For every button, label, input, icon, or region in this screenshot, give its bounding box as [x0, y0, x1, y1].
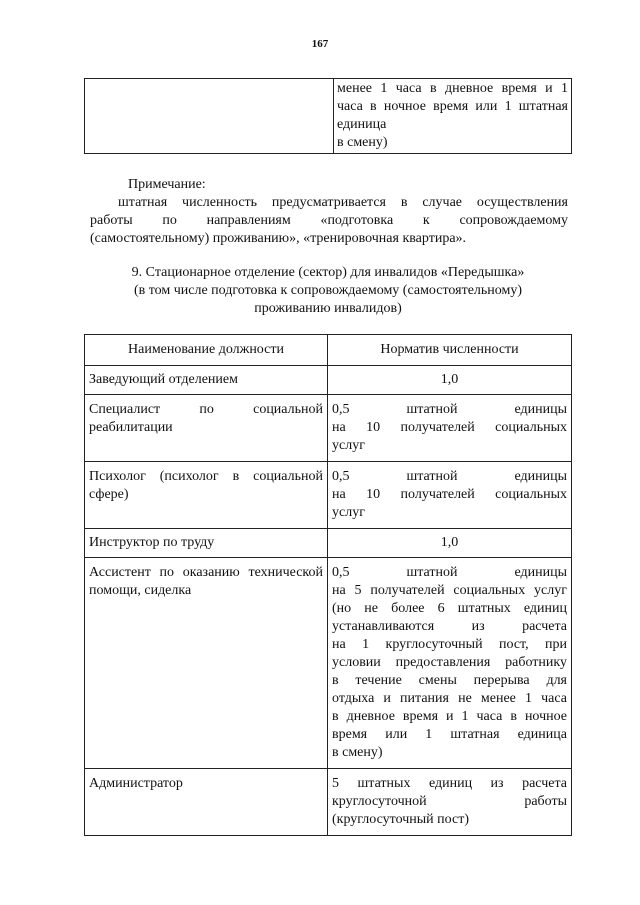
note-line: (самостоятельному) проживанию», «тренировочная квартира». [90, 231, 467, 246]
note-label: Примечание: [128, 177, 206, 192]
table-body [85, 366, 572, 836]
text-line: время или 1 штатная единица [332, 727, 567, 742]
norm-cell [328, 558, 572, 769]
table-row [85, 558, 572, 769]
text-line: устанавливаются из расчета [332, 619, 567, 634]
norm-cell [328, 366, 572, 395]
text-line: Инструктор по труду [89, 535, 215, 550]
text-line: (круглосуточный пост) [332, 812, 470, 827]
section-heading [84, 264, 572, 318]
note-line: штатная численность предусматривается в случае осуществления [118, 195, 568, 210]
position-cell [85, 558, 328, 769]
note-line: работы по направлениям «подготовка к сопровождаемому [90, 213, 568, 228]
text-line: в дневное время и 1 часа в ночное [332, 709, 567, 724]
table-header-row [85, 335, 572, 366]
text-line: Администратор [89, 776, 183, 791]
continuation-right-cell [334, 79, 572, 154]
page-number: 167 [311, 38, 329, 50]
table-row [85, 366, 572, 395]
text-line: Специалист по социальной [89, 402, 323, 417]
text-line: часа в ночное время или 1 штатная [337, 99, 568, 114]
text-line: круглосуточной работы [332, 794, 567, 809]
norm-cell [328, 529, 572, 558]
position-cell [85, 769, 328, 836]
text-line: реабилитации [89, 420, 173, 435]
staffing-table [84, 334, 572, 836]
table-row [85, 462, 572, 529]
text-line: (но не более 6 штатных единиц [332, 601, 567, 616]
text-line: единица [337, 117, 387, 132]
norm-cell [328, 769, 572, 836]
text-line: услуг [332, 505, 365, 520]
table-row [85, 769, 572, 836]
heading-line: 9. Стационарное отделение (сектор) для инвалидов «Передышка» [131, 265, 525, 280]
text-line: на 10 получателей социальных [332, 420, 567, 435]
table-row [85, 79, 572, 154]
text-line: помощи, сиделка [89, 583, 192, 598]
text-line: 0,5 штатной единицы [332, 402, 567, 417]
heading-line: (в том числе подготовка к сопровождаемому (самостоятельному) [133, 283, 523, 298]
table-row [85, 395, 572, 462]
text-line: Психолог (психолог в социальной [89, 469, 323, 484]
column-header-position: Наименование должности [85, 335, 328, 366]
text-line: в течение смены перерыва для [332, 673, 567, 688]
text-line: Ассистент по оказанию технической [89, 565, 323, 580]
text-line: отдыха и питания не менее 1 часа [332, 691, 567, 706]
continuation-left-cell [85, 79, 334, 154]
text-line: сфере) [89, 487, 129, 502]
text-line: в смену) [337, 135, 388, 150]
text-line: 1,0 [440, 535, 459, 550]
text-line: 1,0 [440, 372, 459, 387]
text-line: Заведующий отделением [89, 372, 238, 387]
heading-line: проживанию инвалидов) [254, 301, 402, 316]
position-cell [85, 462, 328, 529]
text-line: условии предоставления работнику [332, 655, 567, 670]
continuation-table [84, 78, 572, 154]
table-row [85, 529, 572, 558]
text-line: 0,5 штатной единицы [332, 565, 567, 580]
text-line: на 5 получателей социальных услуг [332, 583, 567, 598]
position-cell [85, 395, 328, 462]
text-line: менее 1 часа в дневное время и 1 [337, 81, 568, 96]
text-line: на 10 получателей социальных [332, 487, 567, 502]
text-line: на 1 круглосуточный пост, при [332, 637, 567, 652]
norm-cell [328, 395, 572, 462]
note-block [90, 176, 568, 248]
position-cell [85, 366, 328, 395]
text-line: в смену) [332, 745, 383, 760]
norm-cell [328, 462, 572, 529]
text-line: 5 штатных единиц из расчета [332, 776, 567, 791]
text-line: услуг [332, 438, 365, 453]
column-header-norm: Норматив численности [328, 335, 572, 366]
text-line: 0,5 штатной единицы [332, 469, 567, 484]
position-cell [85, 529, 328, 558]
